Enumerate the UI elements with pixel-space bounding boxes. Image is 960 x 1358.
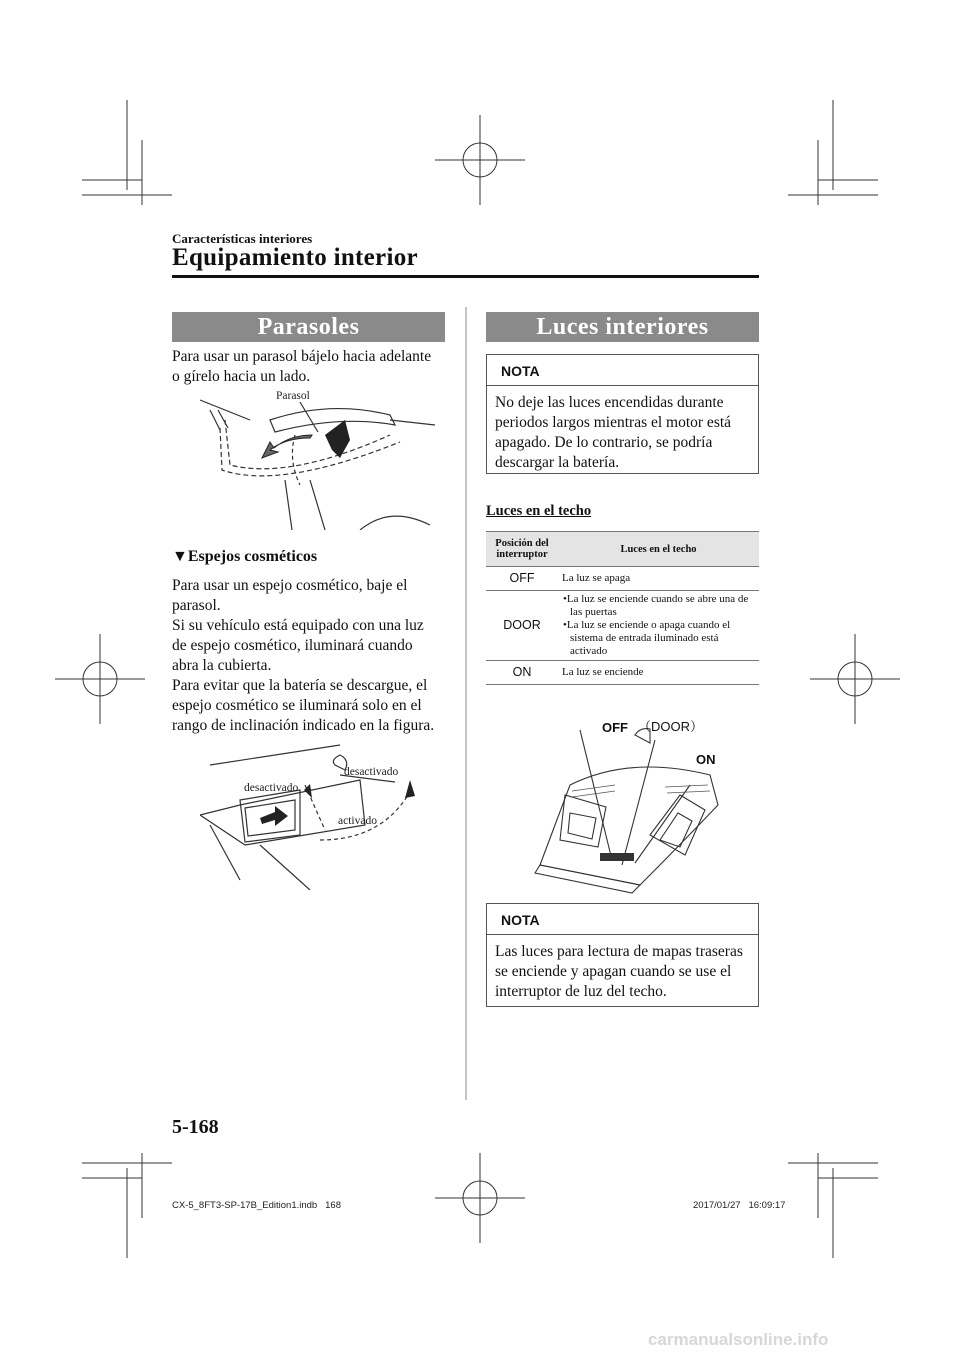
- col-header-lights: Luces en el techo: [558, 532, 759, 567]
- table-row: [486, 567, 759, 591]
- chapter-title: Equipamiento interior: [172, 244, 418, 271]
- col-header-position: Posición del interruptor: [486, 532, 558, 567]
- note-box-2: [486, 903, 759, 1007]
- table-heading: Luces en el techo: [486, 503, 592, 519]
- mirror-off-left-label: desactivado: [244, 782, 299, 794]
- note-title: NOTA: [501, 912, 540, 928]
- row-desc: La luz se enciende: [558, 661, 759, 685]
- text-line: Para evitar que la batería se descargue, el: [172, 677, 428, 694]
- vanity-mirror-figure: [200, 740, 440, 890]
- note-text: [495, 942, 750, 1002]
- text-line: abra la cubierta.: [172, 657, 272, 674]
- watermark: carmanualsonline.info: [648, 1330, 829, 1349]
- text-line: o gírelo hacia un lado.: [172, 368, 311, 385]
- parasol-label: Parasol: [276, 390, 310, 402]
- table-header-row: [486, 532, 759, 567]
- row-desc: La luz se apaga: [558, 567, 759, 591]
- text-line: parasol.: [172, 597, 221, 614]
- section-label: Características interiores: [172, 231, 313, 246]
- espejos-subhead: [172, 548, 317, 566]
- mirror-off-right-label: desactivado: [344, 766, 399, 778]
- text-line: rango de inclinación indicado en la figura.: [172, 717, 435, 734]
- position-on: ON: [486, 661, 558, 685]
- file-info: CX-5_8FT3-SP-17B_Edition1.indb 168: [172, 1200, 341, 1211]
- luces-banner: Luces interiores: [486, 312, 759, 342]
- triangle-down-icon: ▼: [172, 548, 188, 565]
- bullet-text: •La luz se enciende o apaga cuando el sistema de entrada iluminado está activado: [563, 619, 731, 657]
- text-line: espejo cosmético se iluminará solo en el: [172, 697, 422, 714]
- text-line: Para usar un parasol bájelo hacia adelante: [172, 348, 432, 365]
- fig-off-label: OFF: [602, 720, 628, 735]
- position-off: OFF: [486, 567, 558, 591]
- sun-visor-figure: [200, 380, 440, 530]
- espejos-paragraph: [172, 576, 452, 736]
- bullet-text: •La luz se enciende cuando se abre una de las puertas: [563, 593, 749, 618]
- subhead-text: Espejos cosméticos: [187, 548, 318, 565]
- position-door: DOOR: [486, 591, 558, 661]
- text-line: de espejo cosmético, iluminará cuando: [172, 637, 413, 654]
- note-text: [495, 393, 750, 473]
- note-title: NOTA: [501, 363, 540, 379]
- mirror-on-label: activado: [338, 815, 377, 827]
- row-desc: [558, 591, 759, 661]
- table-row: [486, 661, 759, 685]
- table-row: [486, 591, 759, 661]
- parasoles-banner: Parasoles: [172, 312, 445, 342]
- text-line: Si su vehículo está equipado con una luz: [172, 617, 424, 634]
- note-divider: [487, 934, 758, 935]
- fig-on-label: ON: [696, 752, 716, 767]
- ceiling-lights-table: [486, 531, 759, 685]
- note-divider: [487, 385, 758, 386]
- overhead-console-figure: [520, 715, 730, 895]
- text-line: descargar la batería.: [495, 454, 620, 471]
- text-line: interruptor de luz del techo.: [495, 983, 667, 1000]
- fig-door-label: （DOOR）: [638, 719, 704, 734]
- text-line: Para usar un espejo cosmético, baje el: [172, 577, 408, 594]
- header-rule: [172, 275, 759, 278]
- text-line: periodos largos mientras el motor está: [495, 414, 732, 431]
- page-number: 5-168: [172, 1116, 219, 1138]
- text-line: Las luces para lectura de mapas traseras: [495, 943, 743, 960]
- print-timestamp: 2017/01/27 16:09:17: [693, 1200, 786, 1211]
- note-box-1: [486, 354, 759, 474]
- text-line: apagado. De lo contrario, se podría: [495, 434, 713, 451]
- text-line: se enciende y apagan cuando se use el: [495, 963, 732, 980]
- text-line: No deje las luces encendidas durante: [495, 394, 724, 411]
